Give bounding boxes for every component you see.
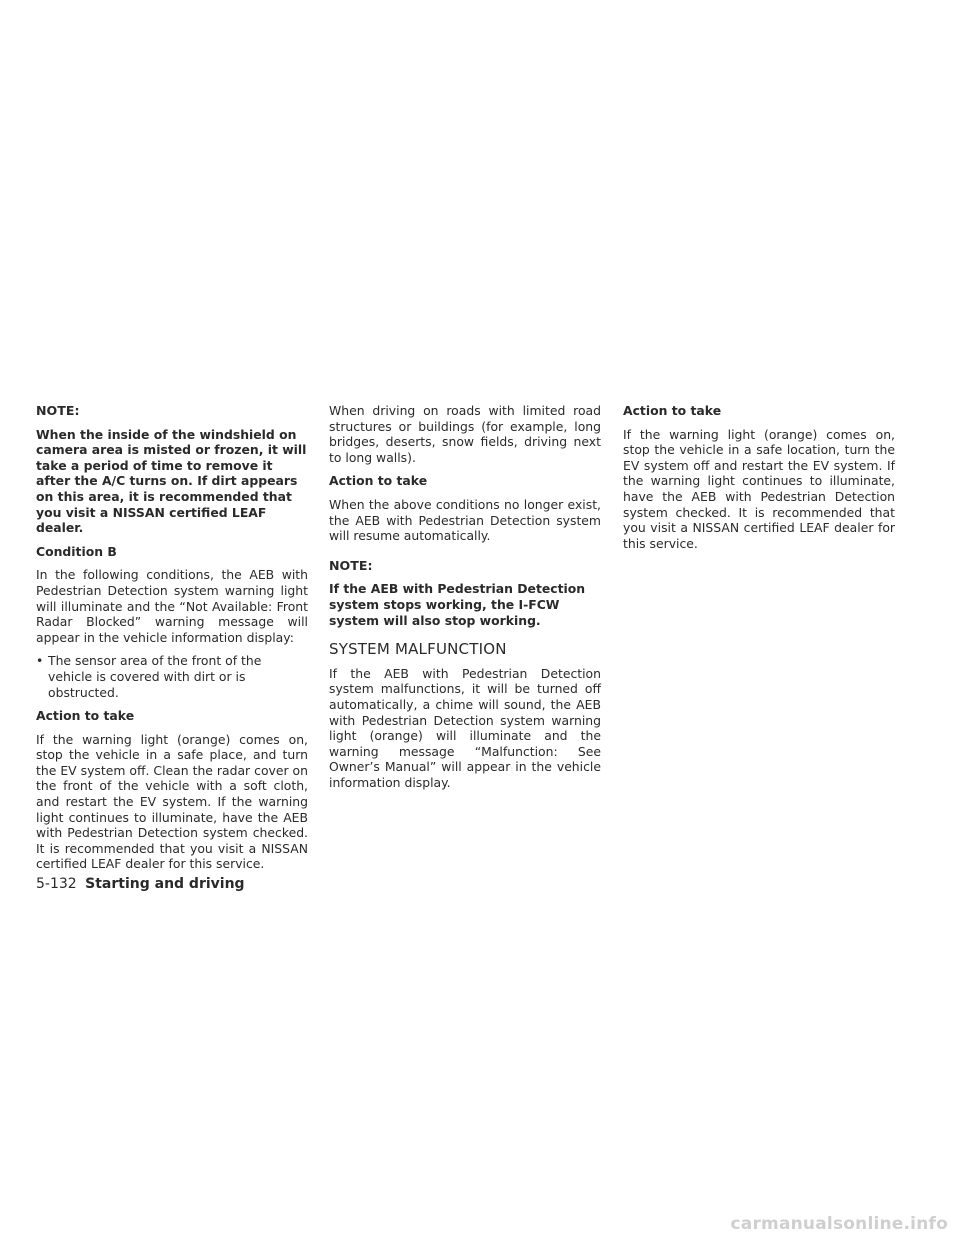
condition-b-label: Condition B xyxy=(36,543,117,559)
action-text: If the warning light (orange) comes on, stop the vehicle in a safe place, and turn the EV system off. Clean the radar cover on the front of the vehicle with a soft cloth, and restart the EV system. If the warning light continues to illuminate, have the AEB with Pedestrian Detection system checked. It is recommended that you visit a NISSAN certified LEAF dealer for this service. xyxy=(36,731,308,872)
action-text: If the warning light (orange) comes on, stop the vehicle in a safe location, turn the EV system off and restart the EV system. If the warning light continues to illuminate, have the AEB with Pedestrian Detection system checked. It is recommended that you visit a NISSAN certified LEAF dealer for this service. xyxy=(623,426,895,551)
column-right xyxy=(623,403,895,559)
action-label: Action to take xyxy=(36,708,135,724)
section-title: Starting and driving xyxy=(85,876,245,892)
action-label: Action to take xyxy=(623,403,722,418)
condition-b-text: In the following conditions, the AEB with Pedestrian Detection system warning light will illuminate and the “Not Available: Front Radar Blocked” warning message will appear in the vehicle information display: xyxy=(36,567,308,645)
bullet-symbol: • xyxy=(36,653,44,669)
note-label: NOTE: xyxy=(329,557,373,573)
note-label: NOTE: xyxy=(36,403,80,418)
note-text: If the AEB with Pedestrian Detection system stops working, the I-FCW system will also stop working. xyxy=(329,581,586,628)
malfunction-text: If the AEB with Pedestrian Detection system malfunctions, it will be turned off automatically, a chime will sound, the AEB with Pedestrian Detection system warning light (orange) will illuminate and the warning message “Malfunction: See Owner’s Manual” will appear in the vehicle information display. xyxy=(329,665,601,790)
watermark: carmanualsonline.info xyxy=(730,1214,948,1234)
action-text: When the above conditions no longer exist, the AEB with Pedestrian Detection system will resume automatically. xyxy=(329,496,601,544)
page-number: 5-132 xyxy=(36,876,77,892)
column-left xyxy=(36,403,308,880)
section-heading: SYSTEM MALFUNCTION xyxy=(329,640,507,659)
bullet-item xyxy=(36,653,308,700)
action-label: Action to take xyxy=(329,473,428,489)
conditions-text: When driving on roads with limited road structures or buildings (for example, long bridges, deserts, snow fields, driving next to long walls). xyxy=(329,403,601,465)
bullet-text: The sensor area of the front of the vehicle is covered with dirt or is obstructed. xyxy=(48,653,262,700)
column-middle xyxy=(329,403,601,798)
page-footer xyxy=(36,876,245,892)
note-text: When the inside of the windshield on camera area is misted or frozen, it will take a period of time to remove it after the A/C turns on. If dirt appears on this area, it is recommended that you visit a NISSAN certified LEAF dealer. xyxy=(36,426,307,536)
